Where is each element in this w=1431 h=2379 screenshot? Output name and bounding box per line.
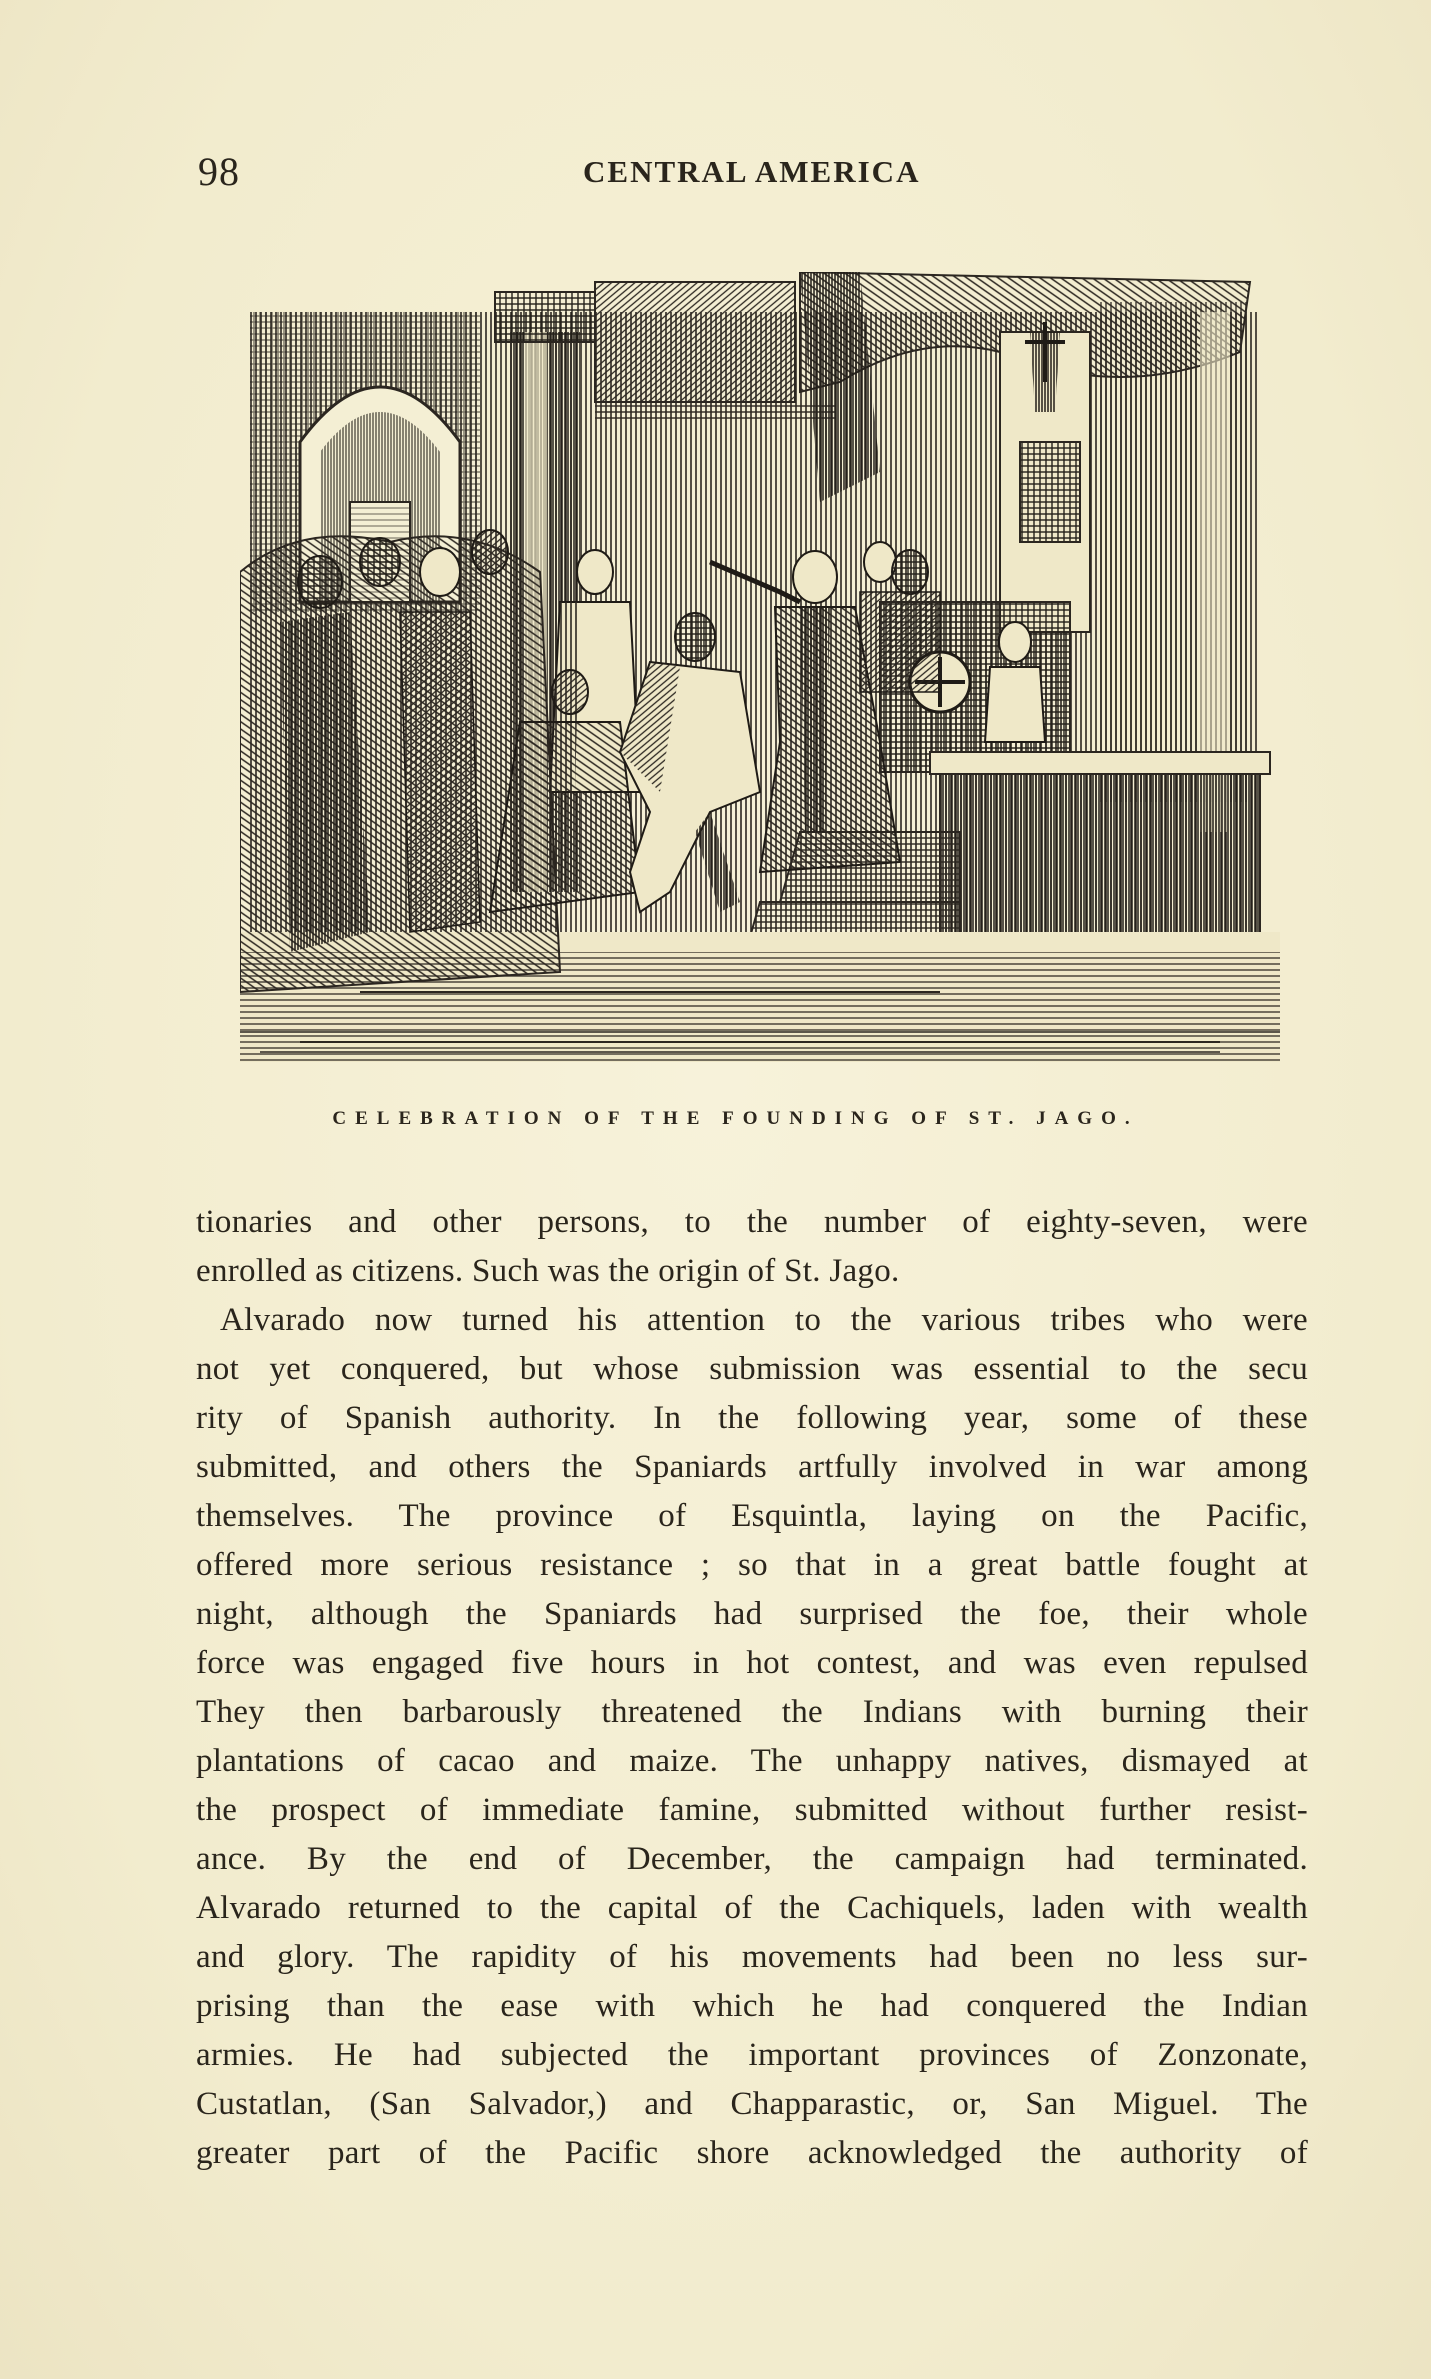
- text-line: night, although the Spaniards had surprised the foe, their whole: [196, 1596, 1308, 1632]
- text-line: Custatlan, (San Salvador,) and Chapparastic, or, San Miguel. The: [196, 2086, 1308, 2122]
- text-line: prising than the ease with which he had conquered the Indian: [196, 1988, 1308, 2024]
- text-line: plantations of cacao and maize. The unhappy natives, dismayed at: [196, 1743, 1308, 1779]
- engraving-illustration: [240, 272, 1280, 1062]
- text-line: enrolled as citizens. Such was the origin of St. Jago.: [196, 1253, 900, 1289]
- body-text: [196, 1198, 1308, 2178]
- engraving-image: [240, 272, 1280, 1062]
- text-line: offered more serious resistance ; so that in a great battle fought at: [196, 1547, 1308, 1583]
- text-line: ance. By the end of December, the campaign had terminated.: [196, 1841, 1308, 1877]
- text-line: Alvarado now turned his attention to the various tribes who were: [220, 1302, 1308, 1338]
- running-head: CENTRAL AMERICA: [583, 154, 921, 189]
- text-line: rity of Spanish authority. In the following year, some of these: [196, 1400, 1308, 1436]
- text-line: tionaries and other persons, to the number of eighty-seven, were: [196, 1204, 1308, 1240]
- text-line: greater part of the Pacific shore acknowledged the authority of: [196, 2135, 1308, 2171]
- text-line: force was engaged five hours in hot contest, and was even repulsed: [196, 1645, 1308, 1681]
- page-header: [198, 148, 1308, 208]
- text-line: not yet conquered, but whose submission was essential to the secu: [196, 1351, 1308, 1387]
- page-number: 98: [198, 149, 240, 194]
- text-line: They then barbarously threatened the Indians with burning their: [196, 1694, 1308, 1730]
- text-line: Alvarado returned to the capital of the Cachiquels, laden with wealth: [196, 1890, 1308, 1926]
- text-line: armies. He had subjected the important provinces of Zonzonate,: [196, 2037, 1308, 2073]
- text-line: the prospect of immediate famine, submitted without further resist-: [196, 1792, 1308, 1828]
- text-line: and glory. The rapidity of his movements had been no less sur-: [196, 1939, 1308, 1975]
- text-line: themselves. The province of Esquintla, laying on the Pacific,: [196, 1498, 1308, 1534]
- text-line: submitted, and others the Spaniards artfully involved in war among: [196, 1449, 1308, 1485]
- illustration-caption: CELEBRATION OF THE FOUNDING OF ST. JAGO.: [332, 1108, 1139, 1129]
